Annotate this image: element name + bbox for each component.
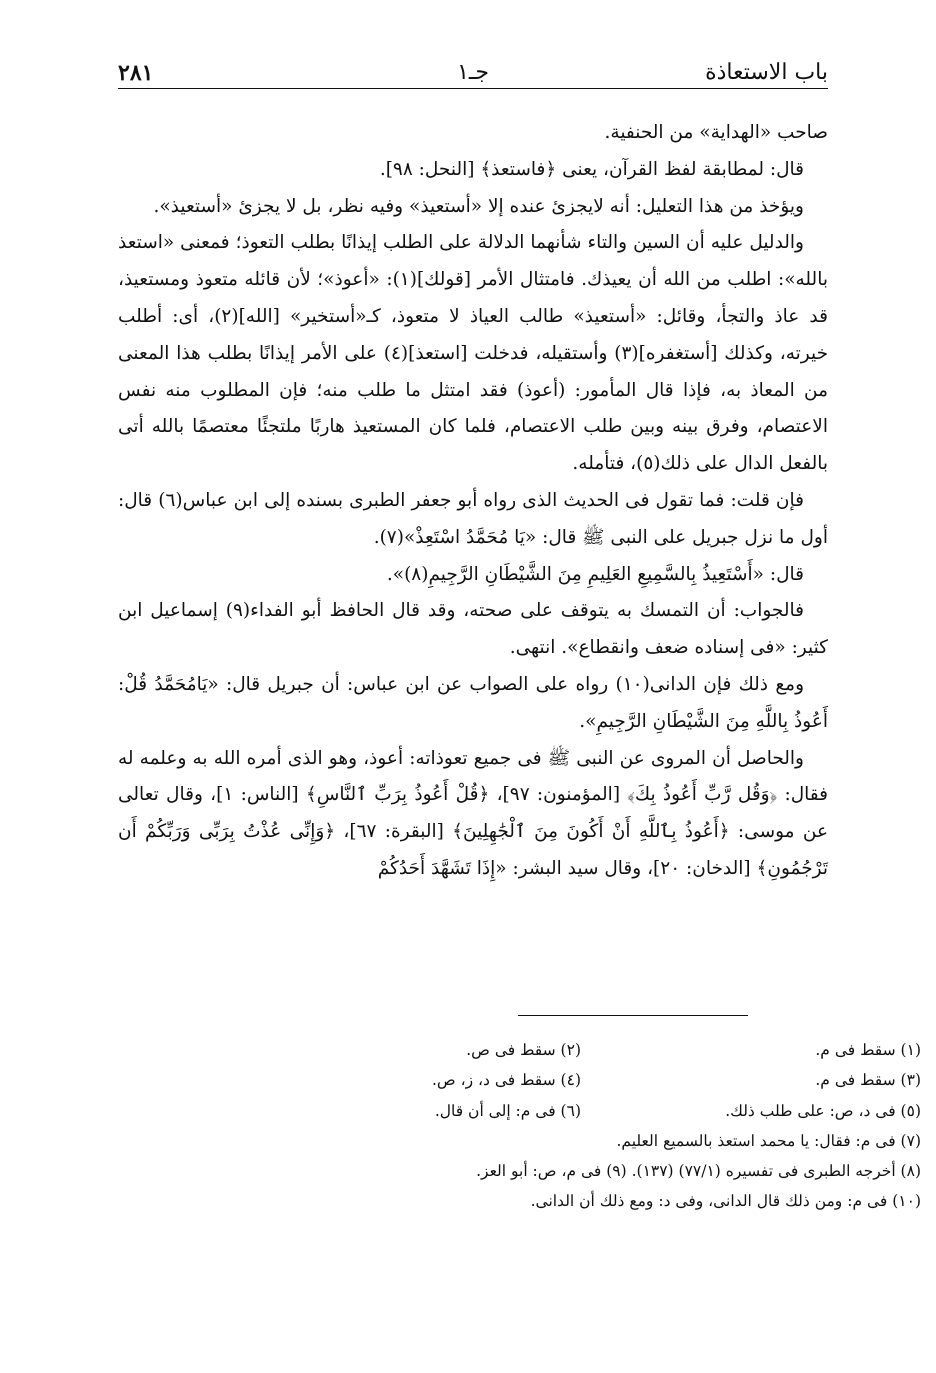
- paragraph: قال: «أَسْتَعِيذُ بِالسَّمِيعِ العَلِيمِ مِنَ الشَّيْطَانِ الرَّجِيمِ(٨)».: [386, 563, 804, 585]
- paragraph: ويؤخذ من هذا التعليل: أنه لايجزئ عنده إلا «أستعيذ» وفيه نظر، بل لا يجزئ «أستعيذ».: [153, 195, 804, 217]
- volume-label: جـ١: [457, 60, 489, 85]
- footnote: (٣) سقط فى م.: [815, 1071, 921, 1090]
- footnote: (٢) سقط فى ص.: [466, 1041, 581, 1059]
- paragraph: والحاصل أن المروى عن النبى ﷺ فى جميع تعوذاته: أعوذ، وهو الذى أمره الله به وعلمه له فقال: ﴿وَقُل رَّبِّ أَعُوذُ بِكَ﴾ [المؤمنون: ٩٧]، ﴿قُلْ أَعُوذُ بِرَبِّ ٱلنَّاسِ﴾ [الناس: ١]، وقال تعالى عن موسى: ﴿أَعُوذُ بِٱللَّهِ أَنْ أَكُونَ مِنَ ٱلْجَٰهِلِينَ﴾ [البقرة: ٦٧]، ﴿وَإِنِّى عُذْتُ بِرَبِّى وَرَبِّكُمْ أَن تَرْجُمُونِ﴾ [الدخان: ٢٠]، وقال سيد البشر: «إِذَا تَشَهَّدَ أَحَدُكُمْ: [118, 747, 828, 879]
- paragraph: والدليل عليه أن السين والتاء شأنهما الدلالة على الطلب إيذانًا بطلب التعوذ؛ فمعنى «استعذ بالله»: اطلب من الله أن يعيذك. فامتثال الأمر [قولك](١): «أعوذ»؛ لأن قائله متعوذ ومستعيذ، قد عاذ والتجأ، وقائل: «أستعيذ» طالب العياذ لا متعوذ، كـ«أستخير» [الله](٢)، أى: أطلب خيرته، وكذلك [أستغفره](٣) وأستقيله، فدخلت [استعذ](٤) على الأمر إيذانًا بطلب هذا المعنى من المعاذ به، فإذا قال المأمور: (أعوذ) فقد امتثل ما طلب منه؛ فإن المطلوب منه نفس الاعتصام، وفرق بينه وبين طلب الاعتصام، فلما كان المستعيذ هاربًا ملتجئًا معتصمًا بالله أتى بالفعل الدال على ذلك(٥)، فتأمله.: [118, 232, 829, 475]
- footnote: (٦) فى م: إلى أن قال.: [434, 1101, 581, 1120]
- paragraph: فإن قلت: فما تقول فى الحديث الذى رواه أبو جعفر الطبرى بسنده إلى ابن عباس(٦) قال: أول ما نزل جبريل على النبى ﷺ قال: «يَا مُحَمَّدُ اسْتَعِذْ»(٧).: [118, 489, 828, 548]
- footnote-separator: [518, 1015, 748, 1016]
- footnotes: [221, 1035, 921, 1217]
- paragraph: فالجواب: أن التمسك به يتوقف على صحته، وقد قال الحافظ أبو الفداء(٩) إسماعيل ابن كثير: «فى إسناده ضعف وانقطاع». انتهى.: [118, 600, 828, 659]
- footnote: (١) سقط فى م.: [815, 1041, 921, 1059]
- paragraph: صاحب «الهداية» من الحنفية.: [604, 122, 828, 143]
- footnote-row: [221, 1065, 921, 1095]
- footnote-row: [221, 1096, 921, 1126]
- paragraph: ومع ذلك فإن الدانى(١٠) رواه على الصواب عن ابن عباس: أن جبريل قال: «يَامُحَمَّدُ قُلْ: أَعُوذُ بِاللَّهِ مِنَ الشَّيْطَانِ الرَّجِيمِ».: [118, 673, 828, 732]
- running-header: [118, 60, 828, 89]
- page-number: ٢٨١: [118, 60, 154, 86]
- footnote-row: [221, 1035, 921, 1065]
- paragraph: قال: لمطابقة لفظ القرآن، يعنى ﴿فاستعذ﴾ [النحل: ٩٨].: [379, 158, 804, 180]
- book-page: [118, 60, 828, 888]
- footnote: (٥) فى د، ص: على طلب ذلك.: [725, 1101, 921, 1120]
- chapter-title: باب الاستعاذة: [705, 60, 828, 85]
- footnote: (٤) سقط فى د، ز، ص.: [431, 1071, 581, 1090]
- footnote: (٧) فى م: فقال: يا محمد استعذ بالسميع العليم.: [616, 1131, 921, 1150]
- main-text: [118, 115, 828, 888]
- footnote: (٨) أخرجه الطبرى فى تفسيره (٧٧/١) (١٣٧). (٩) فى م، ص: أبو العز.: [476, 1162, 921, 1181]
- footnote: (١٠) فى م: ومن ذلك قال الدانى، وفى د: ومع ذلك أن الدانى.: [530, 1192, 921, 1211]
